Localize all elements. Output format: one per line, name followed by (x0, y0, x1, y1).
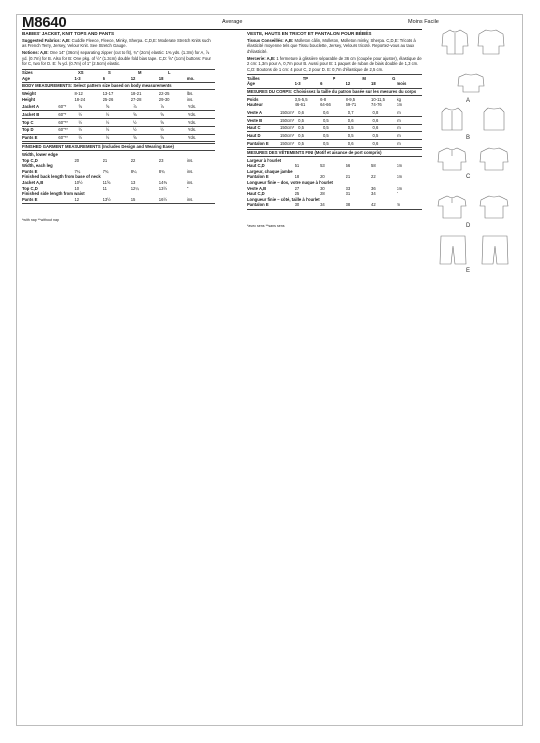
title-en: BABIES' JACKET, KNIT TOPS AND PANTS (22, 31, 115, 36)
vest-b-back-icon (480, 106, 508, 132)
yardage-value: 0,7 (347, 109, 354, 115)
finished-heading: Finished side length from waist (22, 191, 85, 197)
fabrics-fr: Tissus Conseillés: A,B: Molleton câlin, Molleton, Molleton minky, Sherpa. C,D,E: Tricots à élasticité moyenne tels que Tissu bouclette, Jersey, Velours tricoté. Reportez-vous au taux d'élasticité. (247, 37, 416, 54)
yardage-value: ½ (105, 111, 110, 117)
finished-value: 20 (74, 157, 80, 163)
row-divider (247, 147, 422, 148)
fabric-width: 60"* (58, 104, 67, 110)
jacket-a-back-icon (476, 28, 506, 56)
finished-unit: " (186, 185, 189, 191)
finished-unit: cm (396, 163, 403, 169)
yardage-value: ⅝ (160, 119, 164, 125)
yardage-value: ⅝ (160, 111, 164, 117)
yardage-value: ⅝ (133, 111, 137, 117)
finished-value: 42 (371, 202, 376, 208)
yardage-value: 0,5 (298, 125, 304, 131)
yardage-value: ½ (78, 135, 82, 141)
finished-heading: Width, lower edge (22, 152, 58, 158)
finished-unit: ins. (186, 180, 194, 185)
finished-value: 15 (130, 196, 136, 202)
yardage-value: ⅞ (160, 104, 164, 110)
finished-value: 30 (294, 202, 300, 208)
footnote-en: *with nap **without nap (22, 217, 59, 222)
finished-value: 20 (320, 174, 325, 180)
pants-e-front-icon (438, 234, 468, 266)
header-rule (22, 29, 422, 30)
finished-value: 21 (345, 174, 351, 180)
yardage-value: 0,6 (347, 117, 354, 123)
yardage-value: ⅞ (133, 104, 137, 110)
yardage-unit: m (397, 125, 401, 131)
vest-b-front-icon (438, 106, 466, 132)
fabric-width: 60"** (58, 119, 68, 125)
fabric-width: 150cm* (280, 140, 295, 146)
jacket-a-back-icon (456, 72, 486, 94)
finished-unit: cm (396, 174, 403, 180)
yardage-value: ½ (133, 119, 137, 125)
finished-heading: Largeur à l'ourlet (247, 157, 282, 163)
footnote-fr: *avec sens **sans sens (247, 223, 285, 228)
finished-label: Haut C,D (247, 163, 265, 169)
yardage-value: 0,5 (298, 117, 304, 123)
finished-label: Veste A,B (247, 185, 267, 191)
weight-row: Weight 8-12 13-17 18-21 22-25 lbs. (22, 90, 194, 96)
fabric-width: 60"* (58, 111, 67, 117)
finished-value: 12¼ (130, 185, 139, 191)
finished-value: 21 (102, 157, 108, 163)
yardage-value: 0,5 (372, 133, 379, 139)
label-c: C (466, 174, 471, 180)
yardage-label: Pantalon E (247, 140, 269, 146)
yardage-unit: Yds. (187, 104, 197, 110)
finished-value: 53 (320, 163, 325, 169)
finished-value: 28 (320, 191, 325, 197)
yardage-label: Haut C (247, 125, 261, 131)
yardage-value: ⅝ (160, 135, 164, 141)
finished-heading: Width, each leg (22, 163, 53, 169)
yardage-table-en (22, 104, 215, 142)
yardage-label: Haut D (247, 133, 261, 139)
finished-value: 8¾ (158, 168, 165, 174)
finished-heading: Largeur, chaque jambe (247, 168, 293, 174)
yardage-unit: Yds. (187, 127, 197, 133)
yardage-value: ½ (78, 111, 82, 117)
finished-value: 18 (294, 174, 300, 180)
pants-e-back-icon (480, 234, 510, 266)
finished-table-fr (247, 158, 422, 208)
yardage-value: ½ (160, 127, 164, 133)
yardage-value: 0,5 (322, 125, 329, 131)
yardage-value: ⅝ (133, 135, 137, 141)
finished-label: Pants E (22, 168, 38, 174)
finished-table-en (22, 152, 215, 202)
yardage-row (22, 120, 215, 126)
finished-value: 14⅜ (158, 180, 167, 185)
finished-label: Top C,D (22, 185, 38, 191)
title-fr: VESTE, HAUTS EN TRICOT ET PANTALON POUR BÉBÉS (247, 31, 372, 36)
finished-value: 8¼ (130, 168, 137, 174)
finished-title-fr: MESURES DES VÊTEMENTS FINI (Motif et aisance de port compris) (247, 149, 422, 157)
yardage-value: 0,6 (372, 117, 379, 123)
yardage-value: 0,6 (322, 109, 329, 115)
label-e: E (466, 268, 471, 274)
finished-value: 11 (102, 185, 107, 191)
finished-value: 34 (371, 191, 376, 197)
yardage-row (247, 141, 422, 147)
fabric-width: 150cm* (280, 125, 295, 131)
yardage-label: Top C (22, 119, 34, 125)
finished-value: 58 (371, 163, 376, 169)
yardage-value: 0,6 (347, 140, 354, 146)
yardage-label: Veste B (247, 117, 263, 123)
english-column (22, 31, 215, 224)
yardage-value: ⅝ (105, 104, 110, 110)
finished-value: 22 (130, 157, 136, 163)
yardage-value: 0,5 (347, 125, 354, 131)
finished-unit: " (396, 191, 399, 197)
row-divider (22, 141, 215, 142)
label-a: A (466, 98, 471, 104)
finished-value: 30 (320, 185, 325, 191)
yardage-unit: Yds. (187, 135, 197, 141)
notions-fr: Mercerie: A,B: 1 fermeture à glissière séparable de 36 cm (coupée pour ajuster), élastique de 2 cm: 1,3m pour A, 0,7m pour B. Aussi pour B: 1 paquet de ruban de biais double de 1,3 cm. C,D: Boutons de 1 cm: 4 pour C, 2 pour D. E: 0,7m d'élastique de 2,5 cm. (247, 55, 422, 73)
age-row-fr: Âge 1-3 6 12 18 mois (247, 81, 407, 87)
yardage-value: 0,6 (372, 140, 379, 146)
finished-value: 7¼ (74, 168, 81, 174)
sizes-row: Sizes XS S M L (22, 70, 171, 76)
yardage-value: ½ (78, 119, 82, 125)
yardage-value: 0,8 (372, 109, 379, 115)
yardage-label: Pants E (22, 135, 38, 141)
yardage-row (247, 118, 422, 124)
label-d: D (466, 223, 471, 229)
finished-heading: Longueur finie – dos, votre nuque à l'ourlet (247, 180, 333, 185)
yardage-value: 0,6 (372, 125, 379, 131)
finished-value: 7¾ (102, 168, 109, 174)
yardage-value: 0,5 (298, 133, 304, 139)
difficulty-en: Average (222, 19, 243, 25)
yardage-value: 0,5 (322, 133, 329, 139)
yardage-row (22, 112, 215, 118)
fabric-width: 150cm* (280, 109, 295, 115)
yardage-row (22, 104, 215, 110)
label-b: B (466, 135, 471, 141)
yardage-table-fr (247, 110, 422, 148)
finished-value: 56 (345, 163, 351, 169)
yardage-value: ½ (133, 127, 137, 133)
body-title-en: BODY MEASUREMENTS: Select pattern size based on body measurements (22, 82, 215, 90)
difficulty-fr: Moins Facile (408, 19, 439, 25)
top-d-front-icon (436, 194, 468, 220)
yardage-label: Jacket A (22, 104, 40, 110)
yardage-unit: m (397, 140, 401, 146)
notions-en: Notions: A,B: One 14" (36cm) separating zipper (cut to fit), ¾" (2cm) elastic: 1⅜ yds. (1.3m) for A, ⅞ yd. (0.7m) for B. Also for B: One pkg. of ½" (1.3cm) double fold bias tape. C,D: ⅝" (1cm) buttons: Four for C, two for D. E: ⅝ yd. (0.7m) of 1" (2.5cm) elastic. (22, 50, 211, 67)
fabric-width: 60"** (58, 135, 68, 141)
finished-value: 31 (345, 191, 351, 197)
yardage-unit: Yds. (187, 111, 197, 117)
top-c-front-icon (436, 146, 468, 172)
french-column (247, 31, 422, 229)
yardage-value: 0,5 (322, 117, 329, 123)
finished-value: 13 (130, 180, 136, 185)
finished-label: Top C,D (22, 157, 38, 163)
fabrics-en: Suggested Fabrics: A,B: Cuddle Fleece, Fleece, Minky, Sherpa. C,D,E: Moderate Stretch Knits such as French Terry, Jersey, Velour Knit. See Stretch Gauge. (22, 37, 211, 49)
finished-unit: cm (396, 185, 403, 191)
yardage-value: 0,5 (298, 140, 304, 146)
body-title-fr: MESURES DU CORPS: Choisissez la taille du patron basée sur les mesures du corps (247, 88, 422, 96)
finished-value: 38 (345, 202, 351, 208)
finished-row (247, 202, 422, 208)
finished-label: Pants E (22, 196, 38, 202)
finished-value: 13½ (102, 196, 111, 202)
finished-value: 23 (158, 157, 164, 163)
yardage-value: ½ (105, 119, 110, 125)
finished-row (22, 197, 215, 203)
jacket-a-front-icon (440, 28, 470, 56)
finished-value: 34 (320, 202, 325, 208)
fabric-width: 150cm* (280, 133, 295, 139)
finished-value: 16½ (158, 196, 167, 202)
finished-value: 13½ (158, 185, 167, 191)
finished-title-en: FINISHED GARMENT MEASUREMENTS (Includes Design and Wearing Ease) (22, 143, 215, 151)
finished-value: 12 (74, 196, 80, 202)
finished-unit: m (396, 202, 401, 208)
yardage-value: ½ (105, 135, 110, 141)
yardage-row (22, 127, 215, 133)
yardage-unit: m (397, 109, 401, 115)
finished-value: 25 (294, 191, 300, 197)
finished-unit: ins. (186, 157, 194, 163)
height-row: Height 18-24 25-26 27-28 29-30 ins. (22, 96, 194, 102)
finished-label: Jacket A,B (22, 180, 44, 185)
finished-value: 11⅝ (102, 180, 111, 185)
finished-value: 27 (294, 185, 300, 191)
yardage-unit: m (397, 133, 401, 139)
fabric-width: 150cm* (280, 117, 295, 123)
finished-label: Pantalon E (247, 174, 269, 180)
fabric-width: 60"** (58, 127, 68, 133)
yardage-row (247, 133, 422, 139)
finished-value: 51 (294, 163, 300, 169)
yardage-label: Jacket B (22, 111, 40, 117)
yardage-row (247, 110, 422, 116)
finished-heading: Longueur finie – côté, taille à l'ourlet (247, 196, 320, 202)
yardage-value: 0,5 (322, 140, 329, 146)
yardage-value: ⅝ (78, 104, 82, 110)
yardage-unit: m (397, 117, 401, 123)
finished-unit: ins. (186, 196, 194, 202)
finished-value: 22 (371, 174, 376, 180)
finished-value: 10½ (74, 180, 83, 185)
finished-value: 33 (345, 185, 351, 191)
finished-label: Pantalon E (247, 202, 269, 208)
sizes-row-fr: Tailles TP P M G (247, 75, 396, 81)
yardage-unit: Yds. (187, 119, 197, 125)
finished-unit: ins. (186, 168, 194, 174)
yardage-label: Veste A (247, 109, 262, 115)
age-row: Age 1-3 6 12 18 mo. (22, 75, 195, 81)
finished-heading: Finished back length from base of neck (22, 174, 101, 180)
top-c-back-icon (478, 146, 510, 172)
finished-value: 36 (371, 185, 376, 191)
top-d-back-icon (478, 194, 510, 220)
yardage-label: Top D (22, 127, 34, 133)
height-row-fr: Hauteur 46-61 64-66 69-71 74-76 cm (247, 102, 403, 108)
yardage-value: ½ (78, 127, 82, 133)
yardage-value: ½ (105, 127, 110, 133)
yardage-value: 0,5 (347, 133, 354, 139)
yardage-value: 0,6 (298, 109, 304, 115)
yardage-row (247, 125, 422, 131)
finished-label: Haut C,D (247, 191, 265, 197)
yardage-row (22, 135, 215, 141)
pattern-code: M8640 (22, 14, 67, 31)
weight-row-fr: Poids 3,5-5,5 6-8 8-9,5 10-11,5 kg (247, 96, 401, 102)
finished-value: 10 (74, 185, 80, 191)
